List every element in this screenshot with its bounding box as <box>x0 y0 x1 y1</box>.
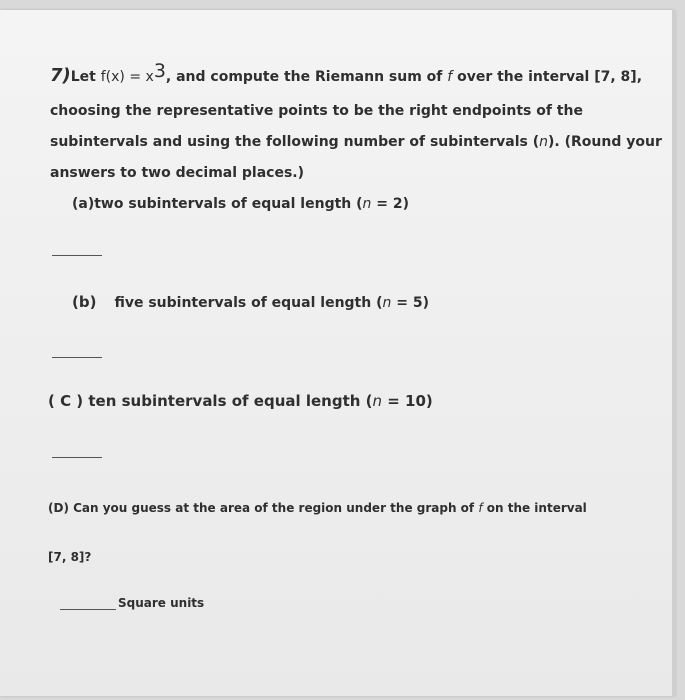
part-b-prompt: (b) five subintervals of equal length (n = 5) <box>72 293 429 311</box>
problem-line-1: 7)Let f(x) = x3, and compute the Riemann sum of f over the interval [7, 8], <box>50 60 643 86</box>
function-expression: f(x) = x <box>100 69 154 85</box>
part-b-answer-blank[interactable] <box>52 357 102 358</box>
exponent: 3 <box>153 60 166 82</box>
problem-line-2: choosing the representative points to be the right endpoints of the <box>50 103 583 119</box>
part-a-prompt: (a)two subintervals of equal length (n = 2) <box>72 196 410 212</box>
part-d-answer-blank[interactable] <box>60 609 116 610</box>
part-d-prompt: (D) Can you guess at the area of the region under the graph of f on the interval <box>48 501 587 515</box>
part-d-interval: [7, 8]? <box>48 550 92 564</box>
part-c-prompt: ( C ) ten subintervals of equal length (n = 10) <box>48 392 433 410</box>
part-a-answer-blank[interactable] <box>52 255 102 256</box>
part-c-answer-blank[interactable] <box>52 457 102 458</box>
units-label: Square units <box>118 596 205 610</box>
problem-line-4: answers to two decimal places.) <box>50 165 305 181</box>
worksheet-page <box>0 10 675 696</box>
question-number: 7) <box>50 65 71 86</box>
problem-line-3: subintervals and using the following number of subintervals (n). (Round your <box>50 134 662 150</box>
